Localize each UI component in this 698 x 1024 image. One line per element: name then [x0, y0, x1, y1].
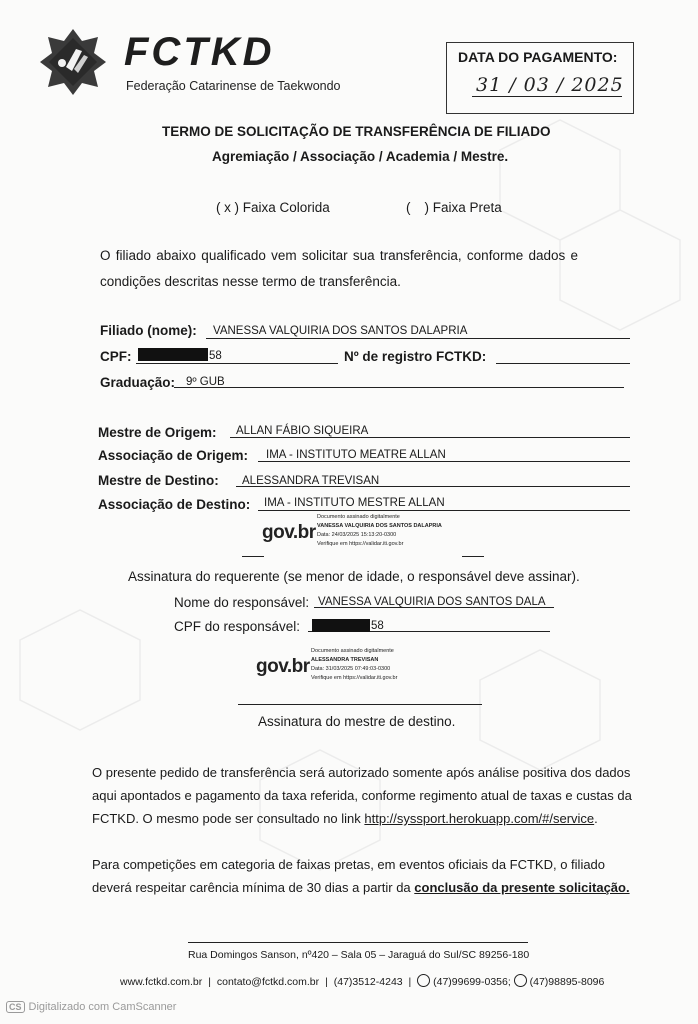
govbr-logo: gov.br: [256, 656, 310, 677]
whatsapp-icon: [514, 974, 527, 987]
notice-1-line-2: aqui apontados e pagamento da taxa referida, conforme regimento atual de taxas e custas da: [92, 788, 632, 803]
signature-2-caption: Assinatura do mestre de destino.: [258, 714, 456, 729]
mestre-destino-label: Mestre de Destino:: [98, 473, 219, 488]
filiado-line: [206, 338, 630, 339]
taekwondo-emblem-icon: [38, 27, 108, 97]
filiado-value: VANESSA VALQUIRIA DOS SANTOS DALAPRIA: [213, 325, 468, 337]
option-faixa-preta: ( ) Faixa Preta: [406, 200, 502, 215]
option-faixa-preta-label: Faixa Preta: [432, 200, 502, 215]
footer-phone: (47)3512-4243: [333, 976, 403, 988]
mestre-destino-value: ALESSANDRA TREVISAN: [242, 475, 380, 487]
responsavel-cpf-label: CPF do responsável:: [174, 619, 301, 634]
signature-1-caption: Assinatura do requerente (se menor de idade, o responsável deve assinar).: [128, 569, 580, 584]
assoc-origem-line: [258, 461, 630, 462]
org-name: Federação Catarinense de Taekwondo: [126, 79, 341, 93]
govbr-line-2: VANESSA VALQUIRIA DOS SANTOS DALAPRIA: [317, 523, 442, 529]
govbr-line-3: Data: 24/03/2025 15:13:20-0300: [317, 532, 397, 538]
footer-website[interactable]: www.fctkd.com.br: [120, 976, 203, 988]
payment-date-value: 31 / 03 / 2025: [476, 74, 624, 96]
registro-line: [496, 363, 630, 364]
intro-line-1: O filiado abaixo qualificado vem solicitar sua transferência, conforme dados e: [100, 248, 578, 263]
notice-1-line-3-prefix: FCTKD. O mesmo pode ser consultado no link: [92, 811, 365, 826]
option-faixa-colorida-label: Faixa Colorida: [242, 200, 330, 215]
camscanner-icon: CS: [6, 1001, 25, 1013]
responsavel-nome-value: VANESSA VALQUIRIA DOS SANTOS DALA: [318, 596, 546, 608]
graduacao-line: [174, 387, 624, 388]
govbr-line-4: Verifique em https://validar.iti.gov.br: [317, 541, 404, 547]
signature-2-line: [238, 704, 482, 705]
footer-email[interactable]: contato@fctkd.com.br: [216, 976, 320, 988]
footer-separator: |: [208, 976, 211, 988]
footer-separator: |: [325, 976, 328, 988]
footer-separator: |: [408, 976, 412, 988]
notice-1-line-3: [92, 811, 598, 826]
govbr-line-1: Documento assinado digitalmente: [317, 514, 400, 520]
cpf-label: CPF:: [100, 349, 132, 364]
notice-2-line-2-prefix: deverá respeitar carência mínima de 30 dias a partir da: [92, 880, 415, 895]
responsavel-nome-label: Nome do responsável:: [174, 595, 310, 610]
camscanner-watermark: [6, 1001, 176, 1013]
govbr-line-1: Documento assinado digitalmente: [311, 648, 394, 654]
footer-contacts: [120, 974, 604, 988]
whatsapp-icon: [417, 974, 430, 987]
cpf-redaction: [138, 348, 208, 361]
assoc-destino-label: Associação de Destino:: [98, 497, 251, 512]
govbr-line-2: ALESSANDRA TREVISAN: [311, 657, 379, 663]
option-faixa-colorida-mark: x: [224, 200, 231, 215]
govbr-line-4: Verifique em https://validar.iti.gov.br: [311, 675, 398, 681]
responsavel-cpf-redaction: [312, 619, 370, 632]
footer-divider: [188, 942, 528, 943]
logo-text: FCTKD: [124, 30, 275, 74]
mestre-origem-label: Mestre de Origem:: [98, 425, 217, 440]
responsavel-cpf-suffix: 58: [371, 620, 384, 632]
notice-2-line-2: [92, 880, 630, 895]
graduacao-label: Graduação:: [100, 375, 176, 390]
govbr-logo: gov.br: [262, 522, 316, 543]
signature-1-line-left: [242, 556, 264, 557]
mestre-origem-line: [230, 437, 630, 438]
document-title: TERMO DE SOLICITAÇÃO DE TRANSFERÊNCIA DE FILIADO: [162, 124, 551, 139]
intro-line-2: condições descritas nesse termo de transferência.: [100, 274, 401, 289]
footer-whatsapp-1: (47)99699-0356;: [433, 976, 511, 988]
payment-date-label: DATA DO PAGAMENTO:: [458, 49, 618, 65]
footer-address: Rua Domingos Sanson, nº420 – Sala 05 – Jaraguá do Sul/SC 89256-180: [188, 949, 530, 961]
cpf-value-suffix: 58: [209, 350, 222, 362]
assoc-destino-value: IMA - INSTITUTO MESTRE ALLAN: [264, 497, 445, 509]
assoc-origem-label: Associação de Origem:: [98, 448, 249, 463]
fctkd-logo: [38, 27, 108, 97]
assoc-destino-line: [258, 510, 630, 511]
mestre-origem-value: ALLAN FÁBIO SIQUEIRA: [236, 425, 369, 437]
camscanner-text: Digitalizado com CamScanner: [28, 1001, 177, 1013]
document-subtitle: Agremiação / Associação / Academia / Mestre.: [212, 149, 509, 164]
govbr-signature-mestre: [256, 648, 456, 688]
cpf-line: [136, 363, 338, 364]
payment-date-underline: [472, 96, 622, 97]
notice-2-emphasis: conclusão da presente solicitação.: [414, 880, 630, 895]
registro-label: Nº de registro FCTKD:: [344, 349, 487, 364]
notice-1-line-3-suffix: .: [594, 811, 598, 826]
graduacao-value: 9º GUB: [186, 376, 225, 388]
govbr-line-3: Data: 31/03/2025 07:49:03-0300: [311, 666, 391, 672]
notice-2-line-1: Para competições em categoria de faixas pretas, em eventos oficiais da FCTKD, o filiado: [92, 857, 606, 872]
notice-1-line-1: O presente pedido de transferência será autorizado somente após análise positiva dos dados: [92, 765, 631, 780]
footer-whatsapp-2: (47)98895-8096: [529, 976, 605, 988]
filiado-label: Filiado (nome):: [100, 323, 197, 338]
service-link[interactable]: http://syssport.herokuapp.com/#/service: [364, 811, 595, 826]
signature-1-line-right: [462, 556, 484, 557]
assoc-origem-value: IMA - INSTITUTO MEATRE ALLAN: [266, 449, 446, 461]
option-faixa-colorida: ( x ) Faixa Colorida: [216, 200, 330, 215]
govbr-signature-requerente: [262, 514, 462, 554]
